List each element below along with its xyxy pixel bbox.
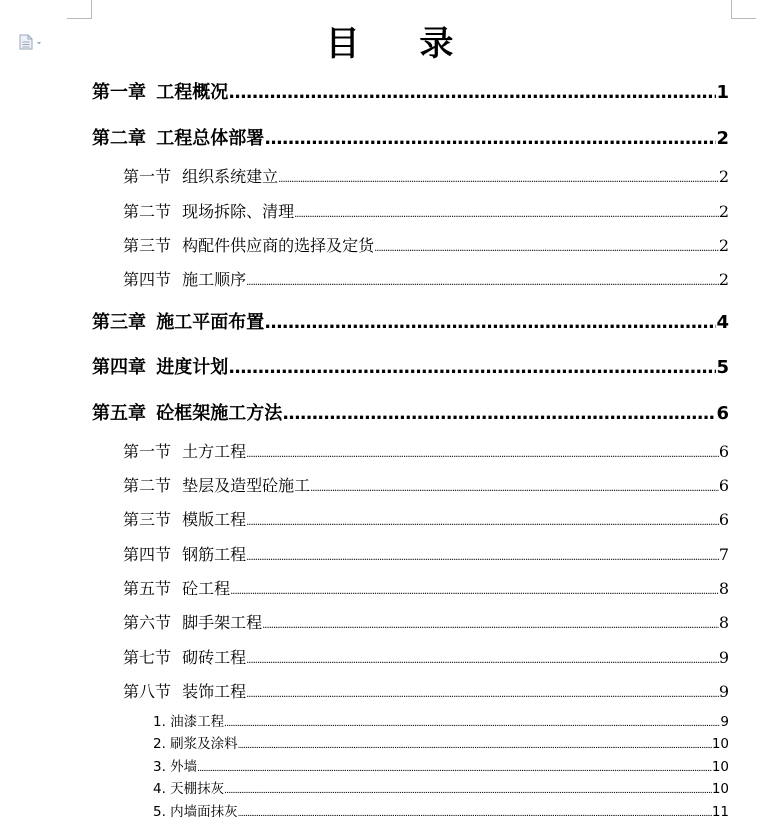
- toc-entry-label: 第四节 施工顺序: [123, 270, 247, 289]
- toc-entry[interactable]: [153, 710, 729, 730]
- toc-entry[interactable]: [92, 353, 729, 379]
- toc-entry[interactable]: [123, 164, 729, 187]
- toc-entry[interactable]: [123, 645, 729, 668]
- toc-entry[interactable]: [123, 679, 729, 702]
- dot-leader: [246, 552, 719, 563]
- dot-leader: [246, 449, 719, 460]
- dot-leader: [282, 403, 716, 424]
- dot-leader: [264, 128, 716, 149]
- toc-entry-page: 7: [718, 545, 729, 564]
- dot-leader: [228, 82, 716, 103]
- toc-entry[interactable]: [123, 233, 729, 256]
- toc-entry-page: 5: [716, 357, 729, 378]
- dot-leader: [374, 243, 719, 254]
- toc-entry-page: 10: [711, 759, 729, 775]
- toc-entry-page: 2: [716, 128, 729, 149]
- toc-entry-page: 2: [718, 167, 729, 186]
- toc-entry-label: 第四节 钢筋工程: [123, 545, 247, 564]
- toc-entry-label: 第八节 装饰工程: [123, 682, 247, 701]
- toc-entry-label: 第二节 现场拆除、清理: [123, 202, 295, 221]
- toc-entry[interactable]: [123, 199, 729, 222]
- dot-leader: [246, 517, 719, 528]
- toc-entry-label: 第三节 模版工程: [123, 510, 247, 529]
- dot-leader: [246, 277, 719, 288]
- toc-entry-label: 第六节 脚手架工程: [123, 613, 263, 632]
- toc-entry-page: 9: [718, 648, 729, 667]
- toc-entry-label: 第一节 土方工程: [123, 442, 247, 461]
- toc-entry-page: 9: [718, 682, 729, 701]
- toc-entry-page: 10: [711, 781, 729, 797]
- toc-entry-label: 第四章 进度计划: [92, 357, 229, 378]
- toc-entry[interactable]: [153, 755, 729, 775]
- toc-entry-label: 3. 外墙: [153, 759, 198, 775]
- toc-entry-page: 11: [711, 804, 729, 820]
- dot-leader: [224, 786, 712, 796]
- dot-leader: [264, 312, 716, 333]
- dot-leader: [246, 689, 719, 700]
- toc-entry-page: 4: [716, 312, 729, 333]
- toc-entry-page: 8: [718, 579, 729, 598]
- page-corner-mark-left: [67, 0, 92, 19]
- toc-entry-page: 1: [716, 82, 729, 103]
- dot-leader: [230, 586, 719, 597]
- toc-entry-label: 第五节 砼工程: [123, 579, 231, 598]
- toc-entry-page: 2: [718, 270, 729, 289]
- toc-entry-page: 9: [720, 714, 729, 730]
- toc-entry-page: 2: [718, 236, 729, 255]
- toc-entry-page: 2: [718, 202, 729, 221]
- dot-leader: [228, 357, 716, 378]
- toc-entry-label: 第三节 构配件供应商的选择及定货: [123, 236, 375, 255]
- dot-leader: [278, 174, 719, 185]
- toc-entry[interactable]: [92, 308, 729, 334]
- toc-entry[interactable]: [123, 267, 729, 290]
- toc-entry-label: 第五章 砼框架施工方法: [92, 403, 283, 424]
- toc-entry[interactable]: [123, 473, 729, 496]
- toc-entry-label: 第三章 施工平面布置: [92, 312, 265, 333]
- toc-entry-page: 10: [711, 736, 729, 752]
- toc-entry-page: 6: [718, 442, 729, 461]
- dot-leader: [262, 620, 719, 631]
- toc-entry-label: 第七节 砌砖工程: [123, 648, 247, 667]
- toc-entry-label: 第一章 工程概况: [92, 82, 229, 103]
- toc-entry[interactable]: [153, 777, 729, 797]
- toc-entry[interactable]: [92, 124, 729, 150]
- toc-entry-page: 6: [718, 510, 729, 529]
- toc-entry-label: 2. 刷浆及涂料: [153, 736, 238, 752]
- dot-leader: [246, 655, 719, 666]
- toc-entry-page: 6: [718, 476, 729, 495]
- toc-entry-label: 第二节 垫层及造型砼施工: [123, 476, 311, 495]
- toc-entry[interactable]: [92, 78, 729, 104]
- toc-entry[interactable]: [92, 399, 729, 425]
- toc-entry[interactable]: [153, 732, 729, 752]
- toc-entry[interactable]: [123, 610, 729, 633]
- dot-leader: [238, 809, 712, 819]
- toc-entry[interactable]: [123, 507, 729, 530]
- toc-title: 目 录: [325, 24, 454, 64]
- dot-leader: [197, 764, 712, 774]
- dot-leader: [294, 209, 719, 220]
- toc-entry-label: 1. 油漆工程: [153, 714, 225, 730]
- dot-leader: [238, 741, 712, 751]
- toc-entry-label: 第二章 工程总体部署: [92, 128, 265, 149]
- toc-entry[interactable]: [123, 542, 729, 565]
- toc-entry-label: 5. 内墙面抹灰: [153, 804, 238, 820]
- toc-entry-page: 6: [716, 403, 729, 424]
- toc-entry-page: 8: [718, 613, 729, 632]
- toc-entry-label: 第一节 组织系统建立: [123, 167, 279, 186]
- toc-entry[interactable]: [153, 800, 729, 820]
- toc-entry[interactable]: [123, 576, 729, 599]
- dot-leader: [310, 483, 719, 494]
- page-corner-mark-right: [731, 0, 756, 19]
- toc-entry-label: 4. 天棚抹灰: [153, 781, 225, 797]
- toc-entry[interactable]: [123, 439, 729, 462]
- dot-leader: [224, 719, 720, 729]
